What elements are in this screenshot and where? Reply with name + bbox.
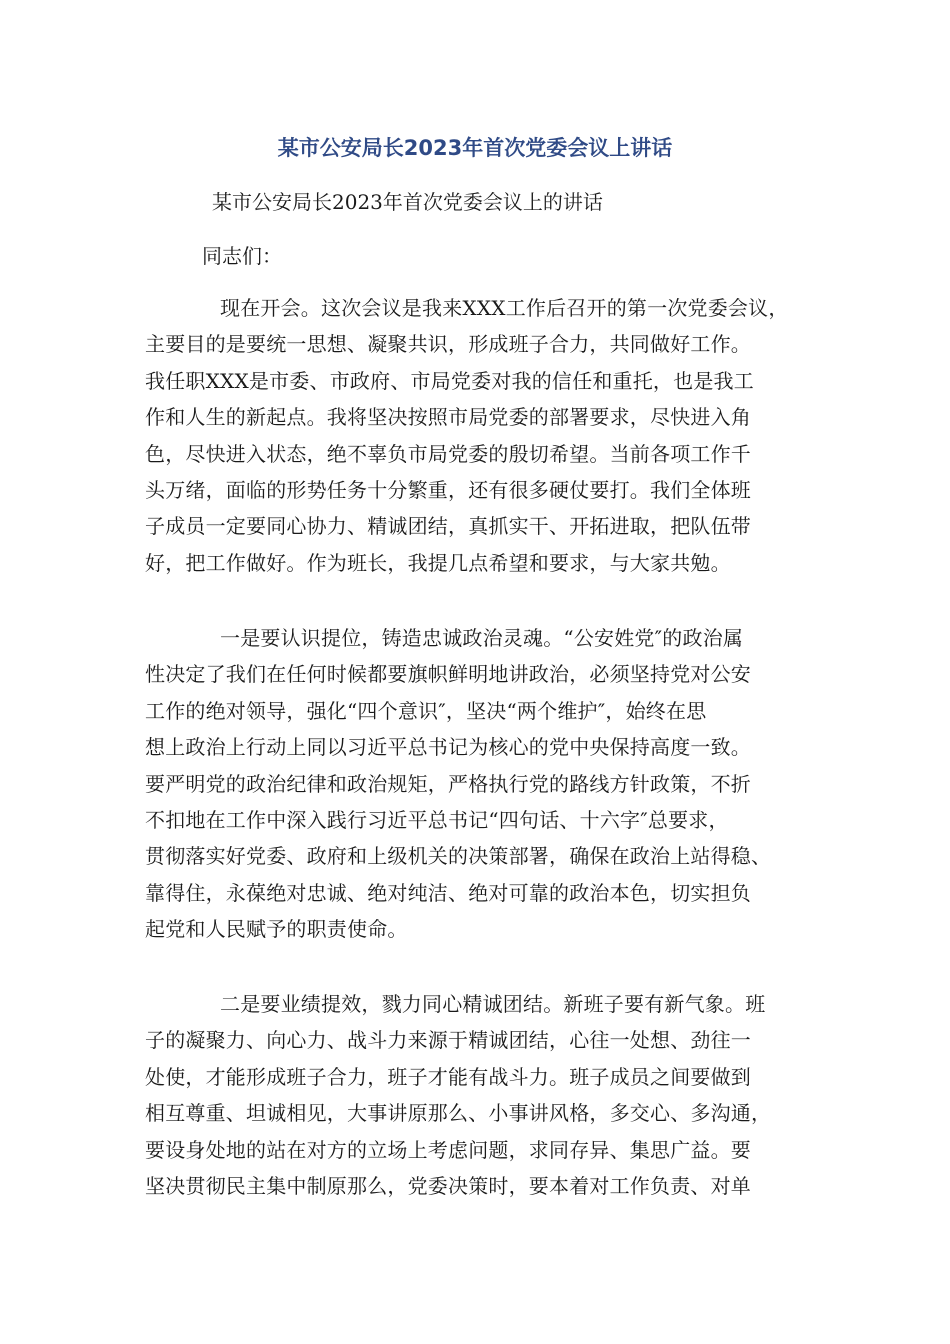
text-line: 一是要认识提位，铸造忠诚政治灵魂。“公安姓党″的政治属: [220, 626, 744, 650]
text-line: 性决定了我们在任何时候都要旗帜鲜明地讲政治，必须坚持党对公安: [145, 662, 751, 687]
text-line: 靠得住，永葆绝对忠诚、绝对纯洁、绝对可靠的政治本色，切实担负: [145, 880, 751, 905]
document-title: 某市公安局长2023年首次党委会议上讲话: [277, 136, 673, 160]
text-line: 我任职XXX是市委、市政府、市局党委对我的信任和重托，也是我工: [145, 368, 754, 393]
text-line: 工作的绝对领导，强化“四个意识″，坚决“两个维护″，始终在思: [145, 698, 707, 723]
text-line: 现在开会。这次会议是我来XXX工作后召开的第一次党委会议，: [220, 296, 789, 320]
text-line: 色，尽快进入状态，绝不辜负市局党委的殷切希望。当前各项工作千: [145, 441, 751, 466]
text-line: 主要目的是要统一思想、凝聚共识，形成班子合力，共同做好工作。: [145, 332, 751, 357]
document-subtitle: 某市公安局长2023年首次党委会议上的讲话: [212, 190, 603, 214]
text-line: 相互尊重、坦诚相见，大事讲原那么、小事讲风格，多交心、多沟通，: [145, 1101, 772, 1126]
text-line: 不扣地在工作中深入践行习近平总书记“四句话、十六字″总要求，: [145, 807, 729, 832]
text-line: 要严明党的政治纪律和政治规矩，严格执行党的路线方针政策，不折: [145, 771, 751, 796]
text-line: 坚决贯彻民主集中制原那么，党委决策时，要本着对工作负责、对单: [145, 1173, 751, 1198]
text-line: 想上政治上行动上同以习近平总书记为核心的党中央保持高度一致。: [145, 735, 751, 760]
text-line: 贯彻落实好党委、政府和上级机关的决策部署，确保在政治上站得稳、: [145, 844, 772, 869]
text-line: 要设身处地的站在对方的立场上考虑问题，求同存异、集思广益。要: [145, 1137, 751, 1162]
text-line: 好，把工作做好。作为班长，我提几点希望和要求，与大家共勉。: [145, 550, 731, 575]
text-line: 头万绪，面临的形势任务十分繁重，还有很多硬仗要打。我们全体班: [145, 477, 751, 502]
paragraph-point-one: [145, 620, 825, 948]
text-line: 作和人生的新起点。我将坚决按照市局党委的部署要求，尽快进入角: [145, 405, 751, 430]
greeting: 同志们：: [202, 244, 282, 268]
paragraph-opening: [145, 290, 825, 581]
text-line: 子成员一定要同心协力、精诚团结，真抓实干、开拓进取，把队伍带: [145, 514, 751, 539]
paragraph-point-two: [145, 986, 825, 1204]
text-line: 子的凝聚力、向心力、战斗力来源于精诚团结，心往一处想、劲往一: [145, 1028, 751, 1053]
text-line: 二是要业绩提效，戮力同心精诚团结。新班子要有新气象。班: [220, 992, 766, 1016]
text-line: 处使，才能形成班子合力，班子才能有战斗力。班子成员之间要做到: [145, 1064, 751, 1089]
text-line: 起党和人民赋予的职责使命。: [145, 917, 408, 942]
